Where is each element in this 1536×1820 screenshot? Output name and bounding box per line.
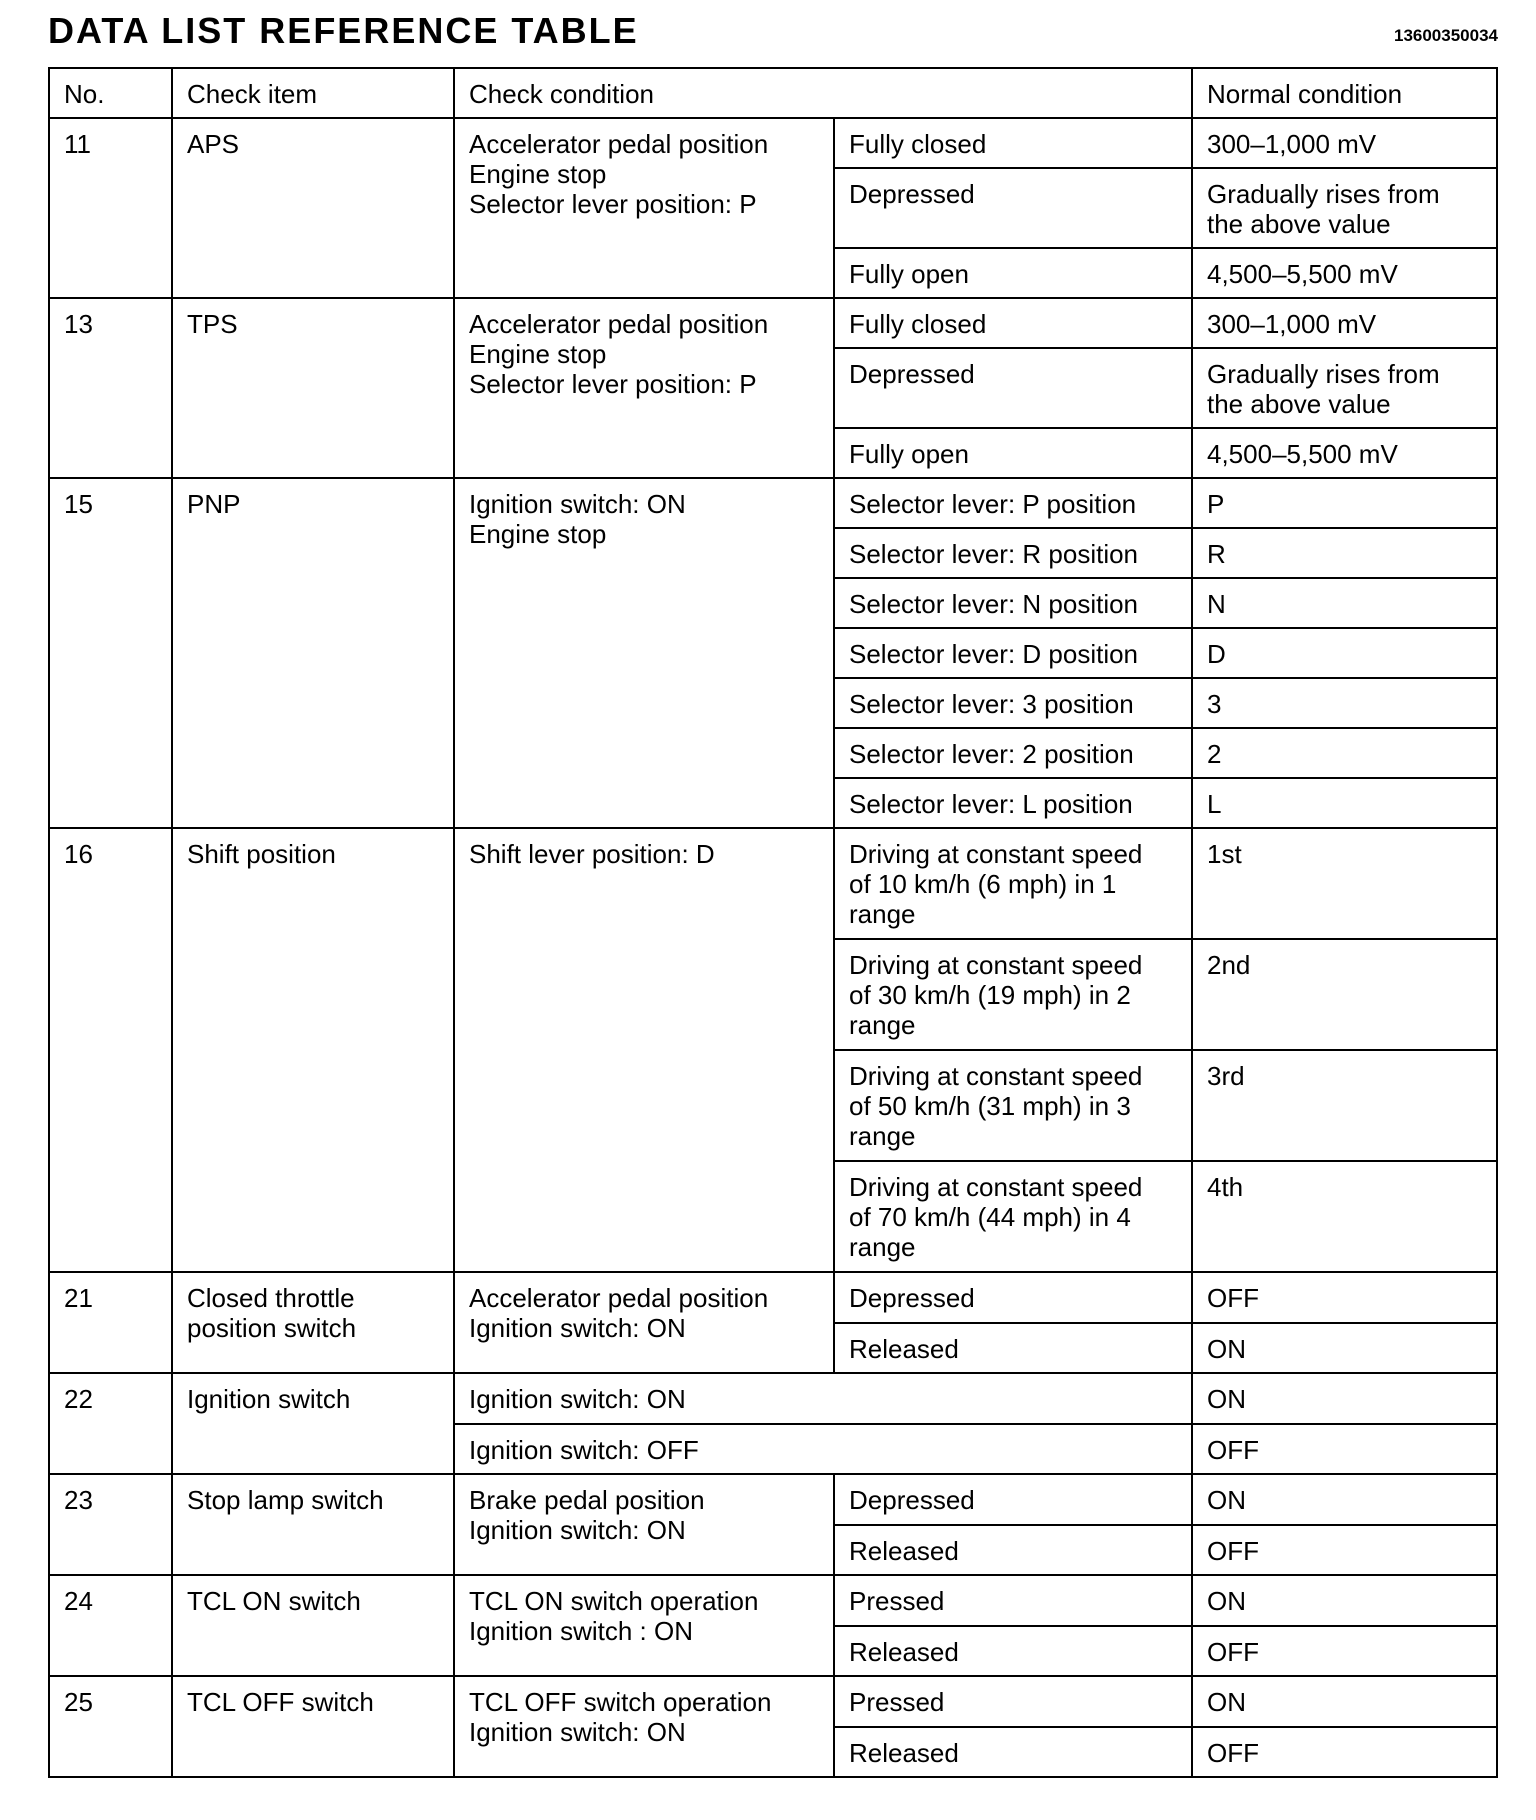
sub-condition: Selector lever: R position bbox=[834, 528, 1192, 578]
check-condition bbox=[454, 1474, 834, 1575]
sub-condition: Depressed bbox=[834, 168, 1192, 248]
normal-condition: 3 bbox=[1192, 678, 1497, 728]
sub-condition: Selector lever: N position bbox=[834, 578, 1192, 628]
check-condition bbox=[454, 828, 834, 1272]
check-item: Ignition switch bbox=[172, 1373, 454, 1474]
table-header-row bbox=[49, 68, 1497, 118]
page-title: DATA LIST REFERENCE TABLE bbox=[48, 10, 639, 51]
header-check-condition: Check condition bbox=[454, 68, 1192, 118]
normal-condition: OFF bbox=[1192, 1727, 1497, 1777]
row-number: 13 bbox=[49, 298, 172, 478]
sub-condition-line: range bbox=[849, 1232, 916, 1262]
normal-condition: ON bbox=[1192, 1323, 1497, 1373]
sub-condition: Released bbox=[834, 1626, 1192, 1676]
check-item: PNP bbox=[172, 478, 454, 828]
normal-condition: ON bbox=[1192, 1676, 1497, 1727]
table-row bbox=[49, 118, 1497, 168]
sub-condition-line: of 10 km/h (6 mph) in 1 bbox=[849, 869, 1117, 899]
check-condition bbox=[454, 1676, 834, 1777]
table-row bbox=[49, 828, 1497, 939]
normal-condition: D bbox=[1192, 628, 1497, 678]
normal-condition: 4th bbox=[1192, 1161, 1497, 1272]
normal-condition: 1st bbox=[1192, 828, 1497, 939]
sub-condition bbox=[834, 1161, 1192, 1272]
table-row bbox=[49, 298, 1497, 348]
normal-condition: ON bbox=[1192, 1575, 1497, 1626]
normal-condition: ON bbox=[1192, 1373, 1497, 1424]
normal-condition: OFF bbox=[1192, 1525, 1497, 1575]
sub-condition-line: Driving at constant speed bbox=[849, 950, 1143, 980]
row-number: 21 bbox=[49, 1272, 172, 1373]
normal-condition: 300–1,000 mV bbox=[1192, 118, 1497, 168]
header-check-item: Check item bbox=[172, 68, 454, 118]
normal-condition: N bbox=[1192, 578, 1497, 628]
header-normal-condition: Normal condition bbox=[1192, 68, 1497, 118]
normal-condition: P bbox=[1192, 478, 1497, 528]
sub-condition: Fully open bbox=[834, 428, 1192, 478]
normal-condition: Gradually rises from the above value bbox=[1192, 168, 1497, 248]
condition-line: Selector lever position: P bbox=[469, 189, 757, 219]
normal-condition: 3rd bbox=[1192, 1050, 1497, 1161]
check-item: Shift position bbox=[172, 828, 454, 1272]
row-number: 15 bbox=[49, 478, 172, 828]
condition-line: Brake pedal position bbox=[469, 1485, 705, 1515]
data-list-table bbox=[48, 67, 1498, 1778]
row-number: 24 bbox=[49, 1575, 172, 1676]
normal-condition: 2 bbox=[1192, 728, 1497, 778]
table-row bbox=[49, 1676, 1497, 1727]
condition-line: Ignition switch: ON bbox=[469, 1717, 686, 1747]
sub-condition-line: range bbox=[849, 1010, 916, 1040]
row-number: 22 bbox=[49, 1373, 172, 1474]
check-item bbox=[172, 1272, 454, 1373]
sub-condition: Released bbox=[834, 1727, 1192, 1777]
sub-condition: Depressed bbox=[834, 1474, 1192, 1525]
table-row bbox=[49, 1474, 1497, 1525]
check-item: TPS bbox=[172, 298, 454, 478]
sub-condition: Selector lever: L position bbox=[834, 778, 1192, 828]
condition-line: Engine stop bbox=[469, 339, 607, 369]
sub-condition: Depressed bbox=[834, 1272, 1192, 1323]
check-condition: Ignition switch: OFF bbox=[454, 1424, 1192, 1474]
sub-condition-line: Driving at constant speed bbox=[849, 1061, 1143, 1091]
sub-condition-line: range bbox=[849, 1121, 916, 1151]
sub-condition: Selector lever: D position bbox=[834, 628, 1192, 678]
check-item: APS bbox=[172, 118, 454, 298]
sub-condition: Fully open bbox=[834, 248, 1192, 298]
sub-condition bbox=[834, 828, 1192, 939]
normal-condition: 2nd bbox=[1192, 939, 1497, 1050]
condition-line: TCL OFF switch operation bbox=[469, 1687, 772, 1717]
row-number: 11 bbox=[49, 118, 172, 298]
condition-line: TCL ON switch operation bbox=[469, 1586, 759, 1616]
sub-condition: Depressed bbox=[834, 348, 1192, 428]
row-number: 25 bbox=[49, 1676, 172, 1777]
document-id: 13600350034 bbox=[1393, 26, 1498, 45]
sub-condition: Fully closed bbox=[834, 118, 1192, 168]
normal-condition: R bbox=[1192, 528, 1497, 578]
sub-condition: Released bbox=[834, 1525, 1192, 1575]
normal-condition: OFF bbox=[1192, 1272, 1497, 1323]
condition-line: Engine stop bbox=[469, 519, 607, 549]
normal-condition: ON bbox=[1192, 1474, 1497, 1525]
check-item: Stop lamp switch bbox=[172, 1474, 454, 1575]
row-number: 23 bbox=[49, 1474, 172, 1575]
check-item-line: position switch bbox=[187, 1313, 357, 1343]
sub-condition-line: of 30 km/h (19 mph) in 2 bbox=[849, 980, 1131, 1010]
normal-condition: 300–1,000 mV bbox=[1192, 298, 1497, 348]
condition-line: Accelerator pedal position bbox=[469, 129, 769, 159]
sub-condition-line: Driving at constant speed bbox=[849, 1172, 1143, 1202]
condition-line: Accelerator pedal position bbox=[469, 309, 769, 339]
sub-condition: Released bbox=[834, 1323, 1192, 1373]
normal-condition: 4,500–5,500 mV bbox=[1192, 248, 1497, 298]
sub-condition-line: Driving at constant speed bbox=[849, 839, 1143, 869]
check-condition bbox=[454, 118, 834, 298]
table-row bbox=[49, 1575, 1497, 1626]
sub-condition-line: of 70 km/h (44 mph) in 4 bbox=[849, 1202, 1131, 1232]
condition-line: Engine stop bbox=[469, 159, 607, 189]
check-condition bbox=[454, 478, 834, 828]
table-row bbox=[49, 1272, 1497, 1323]
row-number: 16 bbox=[49, 828, 172, 1272]
header-no: No. bbox=[49, 68, 172, 118]
check-condition bbox=[454, 298, 834, 478]
check-condition: Ignition switch: ON bbox=[454, 1373, 1192, 1424]
sub-condition: Selector lever: 3 position bbox=[834, 678, 1192, 728]
check-item-line: Closed throttle bbox=[187, 1283, 355, 1313]
normal-condition: 4,500–5,500 mV bbox=[1192, 428, 1497, 478]
condition-line: Ignition switch : ON bbox=[469, 1616, 693, 1646]
table-row bbox=[49, 478, 1497, 528]
check-item: TCL ON switch bbox=[172, 1575, 454, 1676]
check-condition bbox=[454, 1272, 834, 1373]
condition-line: Selector lever position: P bbox=[469, 369, 757, 399]
sub-condition-line: of 50 km/h (31 mph) in 3 bbox=[849, 1091, 1131, 1121]
sub-condition: Selector lever: P position bbox=[834, 478, 1192, 528]
check-item: TCL OFF switch bbox=[172, 1676, 454, 1777]
normal-condition: L bbox=[1192, 778, 1497, 828]
sub-condition: Selector lever: 2 position bbox=[834, 728, 1192, 778]
condition-line: Ignition switch: ON bbox=[469, 1313, 686, 1343]
sub-condition: Pressed bbox=[834, 1575, 1192, 1626]
condition-line: Shift lever position: D bbox=[469, 839, 715, 869]
sub-condition: Fully closed bbox=[834, 298, 1192, 348]
condition-line: Ignition switch: ON bbox=[469, 489, 686, 519]
sub-condition bbox=[834, 1050, 1192, 1161]
normal-condition: OFF bbox=[1192, 1424, 1497, 1474]
condition-line: Accelerator pedal position bbox=[469, 1283, 769, 1313]
sub-condition bbox=[834, 939, 1192, 1050]
sub-condition-line: range bbox=[849, 899, 916, 929]
check-condition bbox=[454, 1575, 834, 1676]
condition-line: Ignition switch: ON bbox=[469, 1515, 686, 1545]
sub-condition: Pressed bbox=[834, 1676, 1192, 1727]
table-row bbox=[49, 1373, 1497, 1424]
normal-condition: Gradually rises from the above value bbox=[1192, 348, 1497, 428]
normal-condition: OFF bbox=[1192, 1626, 1497, 1676]
